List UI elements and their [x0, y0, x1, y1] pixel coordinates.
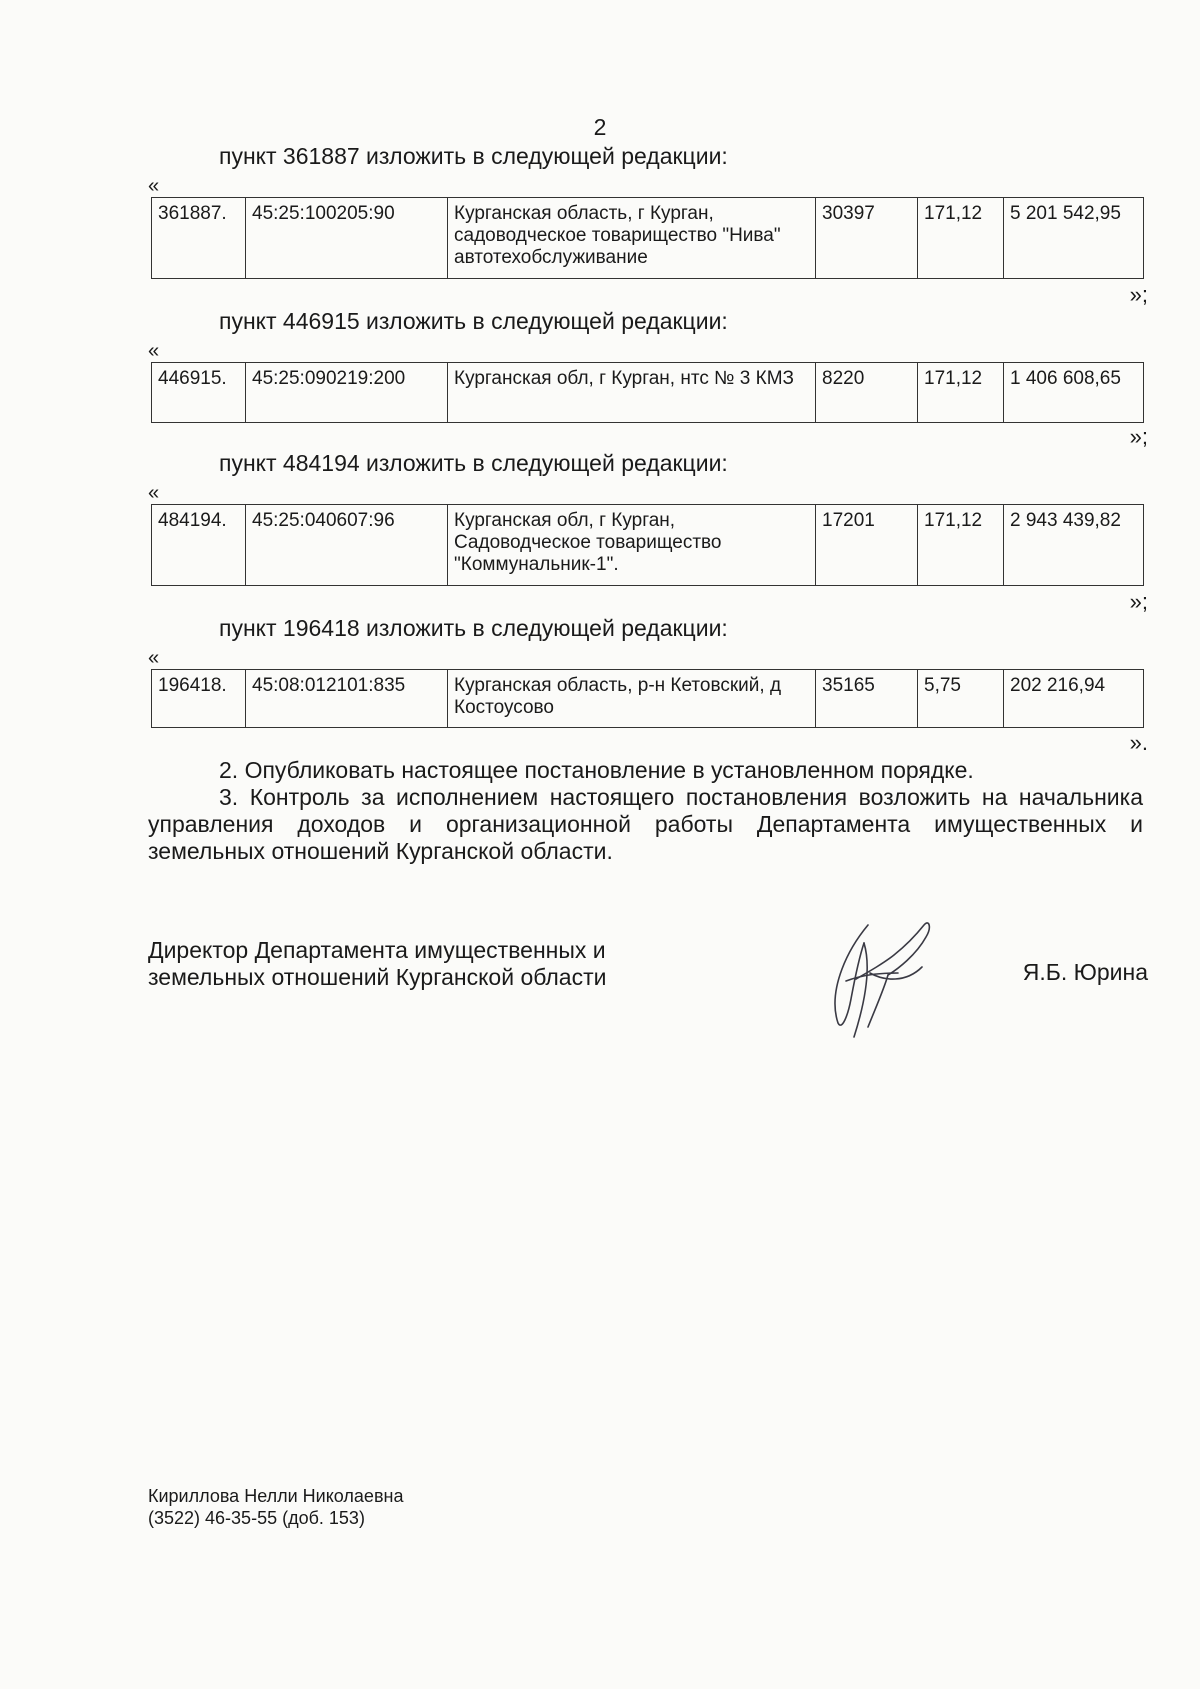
entry-table — [151, 504, 1144, 586]
cell-address: Курганская область, р-н Кетовский, д Костоусово — [448, 670, 816, 728]
cell-value: 1 406 608,65 — [1004, 363, 1144, 423]
cell-area: 8220 — [816, 363, 918, 423]
cell-cadastral: 45:25:090219:200 — [246, 363, 448, 423]
cell-number: 361887. — [152, 198, 246, 279]
entry-table — [151, 197, 1144, 279]
entry-table — [151, 669, 1144, 728]
cell-rate: 171,12 — [918, 363, 1004, 423]
quote-close: »; — [1129, 424, 1148, 449]
resolution-items — [148, 757, 1143, 865]
quote-open: « — [148, 482, 160, 504]
entry-intro: пункт 484194 изложить в следующей редакции: — [219, 450, 728, 476]
cell-value: 202 216,94 — [1004, 670, 1144, 728]
quote-close: ». — [1129, 730, 1148, 755]
quote-open: « — [148, 647, 160, 669]
handwritten-signature — [818, 915, 948, 1050]
entry-intro: пункт 196418 изложить в следующей редакции: — [219, 615, 728, 641]
table-row — [152, 363, 1144, 423]
cell-rate: 5,75 — [918, 670, 1004, 728]
cell-area: 30397 — [816, 198, 918, 279]
quote-open: « — [148, 340, 160, 362]
signatory-name: Я.Б. Юрина — [1022, 959, 1148, 985]
cell-rate: 171,12 — [918, 505, 1004, 586]
table-row — [152, 670, 1144, 728]
cell-number: 196418. — [152, 670, 246, 728]
cell-address: Курганская обл, г Курган, нтс № 3 КМЗ — [448, 363, 816, 423]
signatory-title: Директор Департамента имущественных и земельных отношений Курганской области — [148, 937, 607, 990]
quote-open: « — [148, 175, 160, 197]
entry-table — [151, 362, 1144, 423]
cell-cadastral: 45:25:100205:90 — [246, 198, 448, 279]
quote-close: »; — [1129, 589, 1148, 614]
cell-number: 446915. — [152, 363, 246, 423]
entry-intro: пункт 446915 изложить в следующей редакции: — [219, 308, 728, 334]
cell-rate: 171,12 — [918, 198, 1004, 279]
cell-address: Курганская обл, г Курган, Садоводческое товарищество "Коммунальник-1". — [448, 505, 816, 586]
cell-value: 5 201 542,95 — [1004, 198, 1144, 279]
table-row — [152, 505, 1144, 586]
contact-block — [148, 1485, 403, 1529]
contact-phone: (3522) 46-35-55 (доб. 153) — [148, 1508, 365, 1528]
cell-address: Курганская область, г Курган, садоводческое товарищество "Нива" автотехобслуживание — [448, 198, 816, 279]
cell-number: 484194. — [152, 505, 246, 586]
item-3: 3. Контроль за исполнением настоящего постановления возложить на начальника управления доходов и организационной работы Департамента имущественных и земельных отношений Курганской области. — [148, 784, 1143, 864]
entry-intro: пункт 361887 изложить в следующей редакции: — [219, 143, 728, 169]
cell-value: 2 943 439,82 — [1004, 505, 1144, 586]
contact-name: Кириллова Нелли Николаевна — [148, 1486, 404, 1506]
cell-cadastral: 45:25:040607:96 — [246, 505, 448, 586]
quote-close: »; — [1129, 282, 1148, 307]
cell-cadastral: 45:08:012101:835 — [246, 670, 448, 728]
cell-area: 35165 — [816, 670, 918, 728]
page-number: 2 — [593, 114, 607, 140]
cell-area: 17201 — [816, 505, 918, 586]
item-2: 2. Опубликовать настоящее постановление в установленном порядке. — [219, 757, 974, 783]
table-row — [152, 198, 1144, 279]
